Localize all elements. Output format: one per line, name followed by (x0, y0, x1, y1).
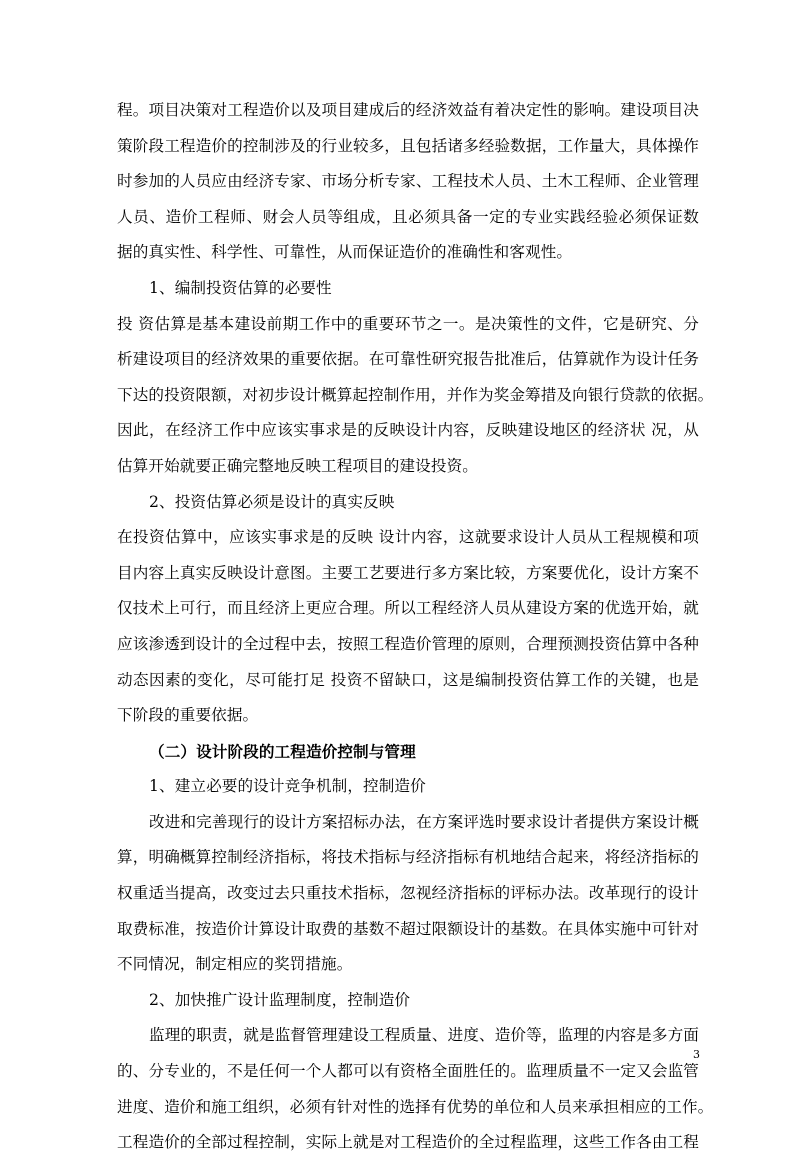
text-line: 不同情况，制定相应的奖罚措施。 (117, 955, 353, 974)
text-line: 目内容上真实反映设计意图。主要工艺要进行多方案比较，方案要优化，设计方案不 (117, 563, 699, 582)
text-line: 的、分专业的，不是任何一个人都可以有资格全面胜任的。监理质量不一定又会监管 (117, 1062, 699, 1081)
text-line: 析建设项目的经济效果的重要依据。在可靠性研究报告批准后，估算就作为设计任务 (117, 350, 699, 369)
text-line: 算，明确概算控制经济指标，将技术指标与经济指标有机地结合起来，将经济指标的 (117, 848, 699, 867)
text-line: 据的真实性、科学性、可靠性，从而保证造价的准确性和客观性。 (117, 243, 573, 262)
text-line: 1、编制投资估算的必要性 (149, 278, 332, 297)
text-line: 2、投资估算必须是设计的真实反映 (149, 492, 395, 511)
text-line: 因此，在经济工作中应该实事求是的反映设计内容，反映建设地区的经济状 况，从 (117, 421, 699, 440)
page-number: 3 (693, 1048, 700, 1061)
text-line: 下阶段的重要依据。 (117, 706, 259, 725)
text-line: 人员、造价工程师、财会人员等组成，且必须具备一定的专业实践经验必须保证数 (117, 207, 699, 226)
text-line: （二）设计阶段的工程造价控制与管理 (149, 741, 416, 761)
text-line: 估算开始就要正确完整地反映工程项目的建设投资。 (117, 456, 478, 475)
text-line: 投 资估算是基本建设前期工作中的重要环节之一。是决策性的文件，它是研究、分 (117, 314, 699, 333)
text-line: 权重适当提高，改变过去只重技术指标，忽视经济指标的评标办法。改革现行的设计 (117, 884, 699, 903)
text-line: 改进和完善现行的设计方案招标办法，在方案评选时要求设计者提供方案设计概 (149, 812, 699, 831)
text-line: 仅技术上可行，而且经济上更应合理。所以工程经济人员从建设方案的优选开始，就 (117, 599, 699, 618)
text-line: 2、加快推广设计监理制度，控制造价 (149, 990, 411, 1009)
text-line: 1、建立必要的设计竞争机制，控制造价 (149, 777, 426, 796)
text-line: 下达的投资限额，对初步设计概算起控制作用，并作为奖金筹措及向银行贷款的依据。 (117, 385, 714, 404)
text-line: 程。项目决策对工程造价以及项目建成后的经济效益有着决定性的影响。建设项目决 (117, 101, 699, 119)
text-line: 在投资估算中，应该实事求是的反映 设计内容，这就要求设计人员从工程规模和项 (117, 528, 699, 547)
text-line: 工程造价的全部过程控制，实际上就是对工程造价的全过程监理，这些工作各由工程 (117, 1133, 699, 1152)
text-line: 应该渗透到设计的全过程中去，按照工程造价管理的原则，合理预测投资估算中各种 (117, 634, 699, 653)
text-line: 动态因素的变化，尽可能打足 投资不留缺口，这是编制投资估算工作的关键，也是 (117, 670, 699, 689)
text-line: 监理的职责，就是监督管理建设工程质量、进度、造价等，监理的内容是多方面 (149, 1026, 699, 1045)
document-body (117, 93, 714, 1161)
text-line: 取费标准，按造价计算设计取费的基数不超过限额设计的基数。在具体实施中可针对 (117, 919, 699, 938)
text-line: 进度、造价和施工组织，必须有针对性的选择有优势的单位和人员来承担相应的工作。 (117, 1097, 714, 1116)
text-line: 时参加的人员应由经济专家、市场分析专家、工程技术人员、土木工程师、企业管理 (117, 172, 699, 191)
text-line: 策阶段工程造价的控制涉及的行业较多，且包括诸多经验数据，工作量大，具体操作 (117, 136, 699, 155)
